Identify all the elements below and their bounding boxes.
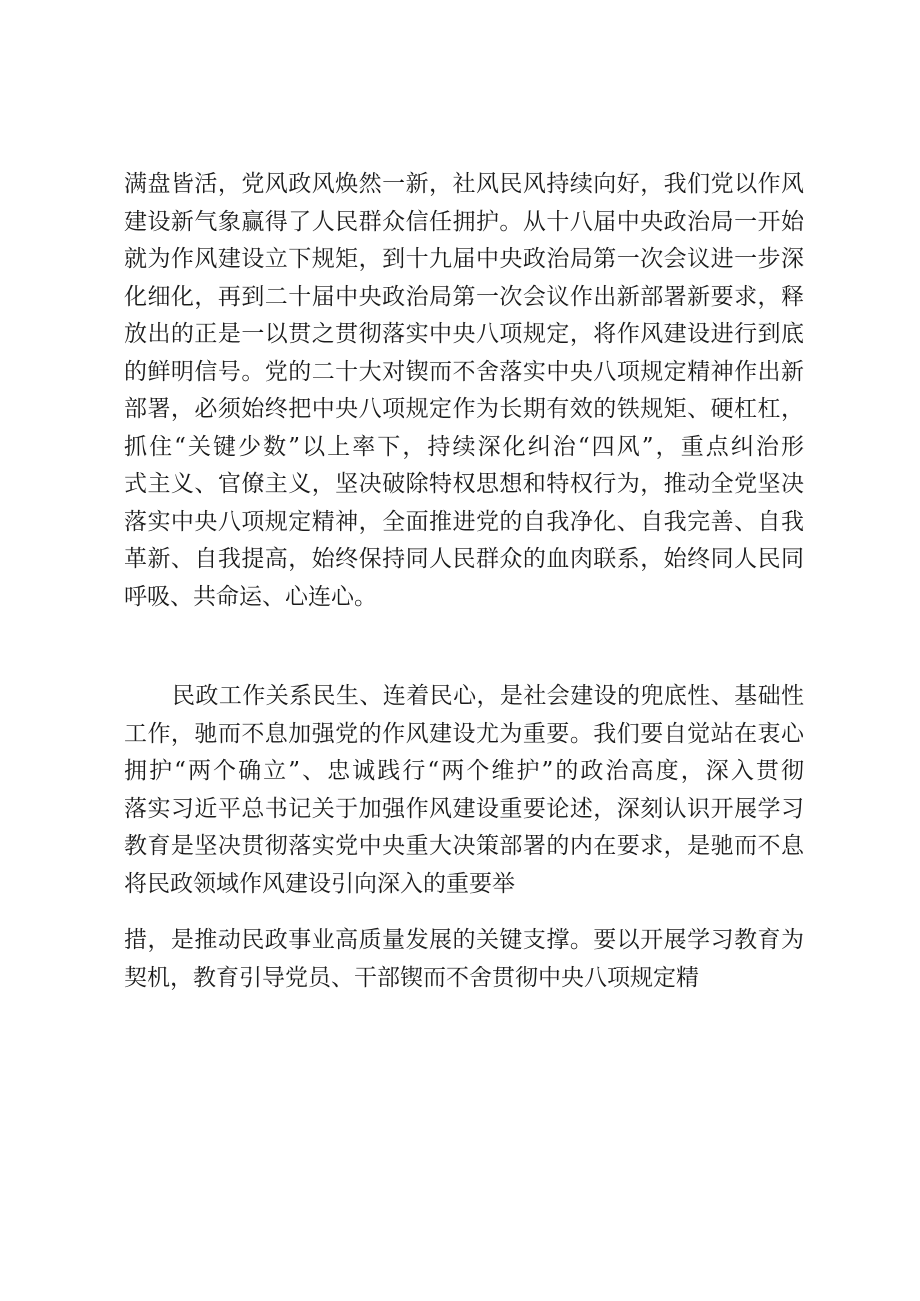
text-line: 革新、自我提高，始终保持同人民群众的血肉联系，始终同人民同 [124, 546, 804, 572]
text-line: 式主义、官僚主义，坚决破除特权思想和特权行为，推动全党坚决 [124, 471, 804, 497]
text-line: 落实中央八项规定精神，全面推进党的自我净化、自我完善、自我 [124, 508, 804, 535]
text-line: 措，是推动民政事业高质量发展的关键支撑。要以开展学习教育为 [124, 927, 804, 953]
text-line: 建设新气象赢得了人民群众信任拥护。从十八届中央政治局一开始 [124, 208, 804, 235]
text-line: 落实习近平总书记关于加强作风建设重要论述，深刻认识开展学习 [124, 795, 804, 822]
text-line: 的鲜明信号。党的二十大对锲而不舍落实中央八项规定精神作出新 [124, 358, 804, 385]
text-line: 抓住“关键少数”以上率下，持续深化纠治“四风”，重点纠治形 [124, 433, 804, 460]
text-line: 教育是坚决贯彻落实党中央重大决策部署的内在要求，是驰而不息 [124, 833, 804, 859]
paragraph-3 [124, 922, 804, 997]
text-line: 放出的正是一以贯之贯彻落实中央八项规定，将作风建设进行到底 [124, 321, 804, 347]
text-line: 工作，驰而不息加强党的作风建设尤为重要。我们要自觉站在衷心 [124, 720, 804, 747]
text-line: 部署，必须始终把中央八项规定作为长期有效的铁规矩、硬杠杠， [124, 396, 804, 422]
paragraph-1 [124, 166, 804, 616]
text-line: 就为作风建设立下规矩，到十九届中央政治局第一次会议进一步深 [124, 246, 804, 272]
text-line: 拥护“两个确立”、忠诚践行“两个维护”的政治高度，深入贯彻 [124, 758, 804, 784]
text-line: 满盘皆活，党风政风焕然一新，社风民风持续向好，我们党以作风 [124, 171, 804, 197]
text-line: 民政工作关系民生、连着民心，是社会建设的兜底性、基础性 [172, 683, 804, 709]
text-line: 呼吸、共命运、心连心。 [124, 583, 377, 610]
text-line: 将民政领域作风建设引向深入的重要举 [124, 870, 515, 897]
paragraph-2 [124, 678, 804, 903]
text-line: 化细化，再到二十届中央政治局第一次会议作出新部署新要求，释 [124, 283, 804, 310]
text-line: 契机，教育引导党员、干部锲而不舍贯彻中央八项规定精 [124, 964, 699, 991]
